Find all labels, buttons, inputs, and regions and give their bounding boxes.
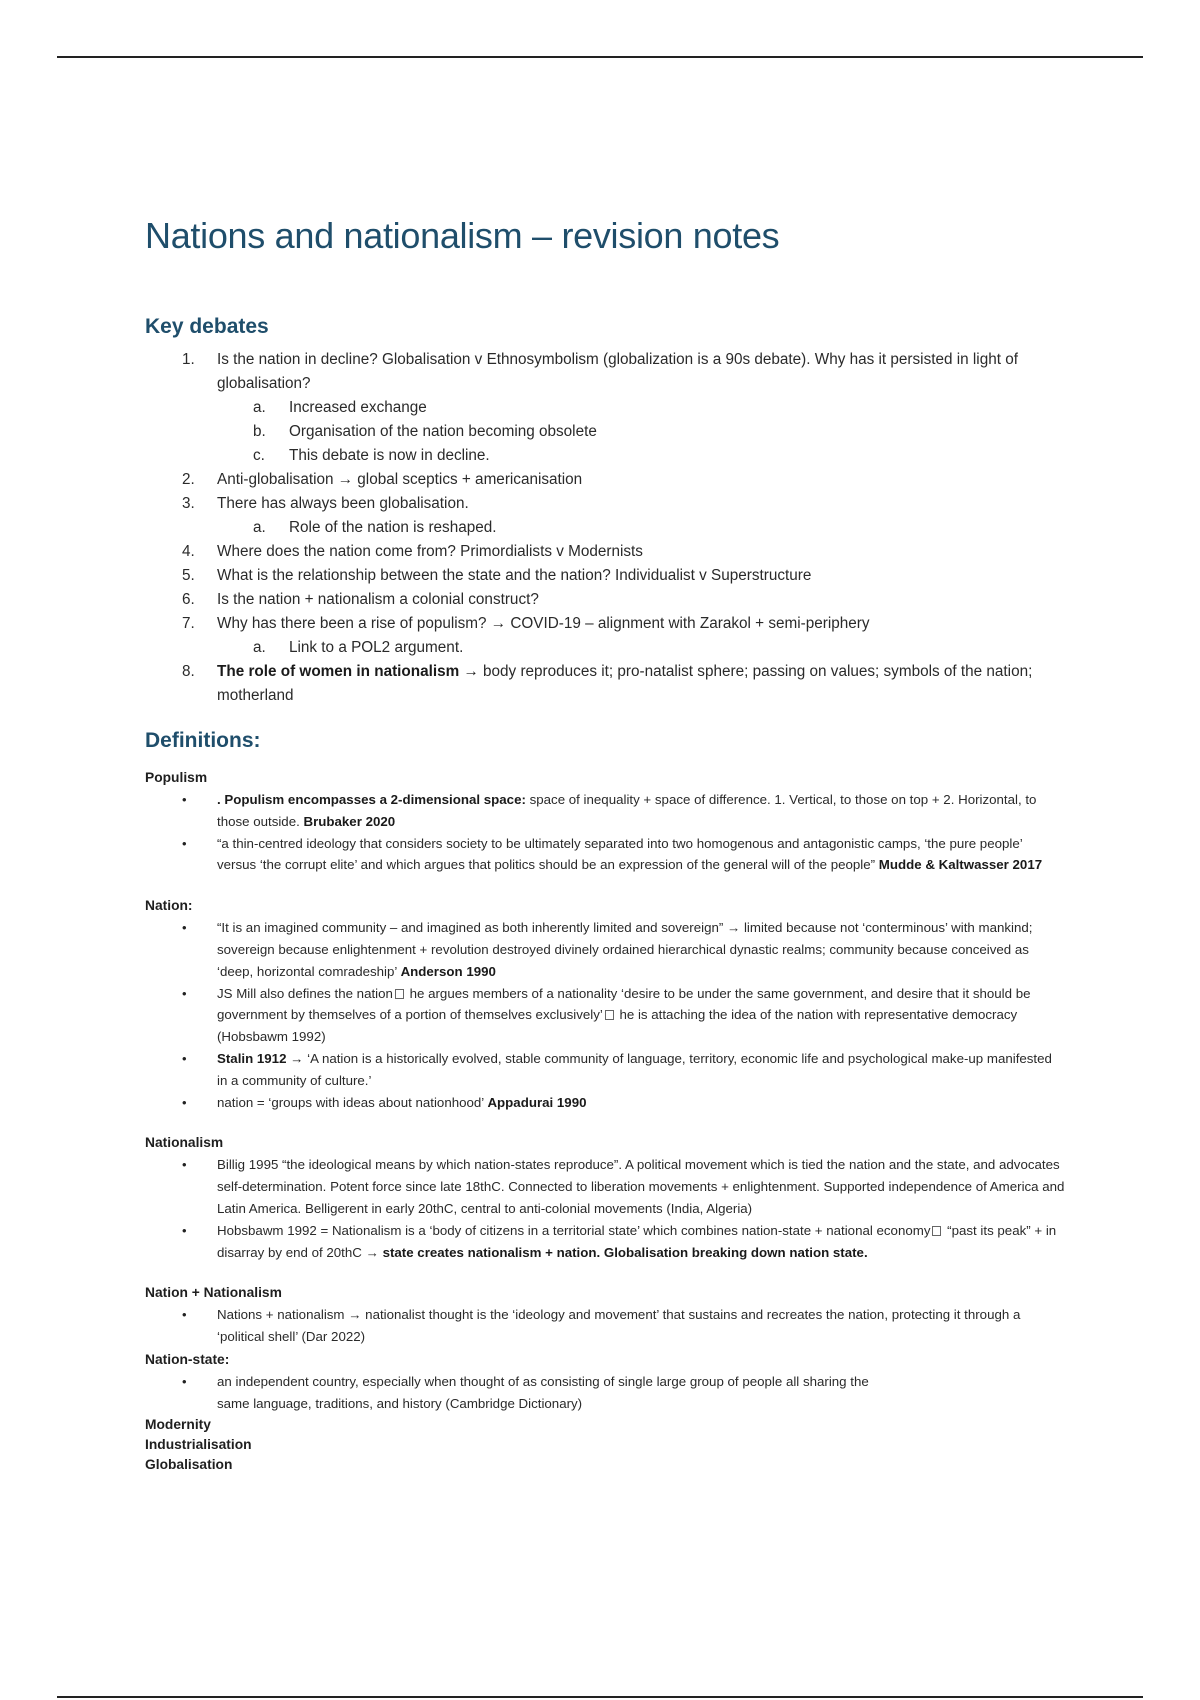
sub-list-item: a. Role of the nation is reshaped. <box>253 519 497 536</box>
populism-bullets <box>145 789 1065 876</box>
sub-list-item: b. Organisation of the nation becoming obsolete <box>253 423 597 440</box>
list-item: 7. Why has there been a rise of populism? → COVID-19 – alignment with Zarakol + semi-periphery a. Link to a POL2 argument. <box>145 612 1065 660</box>
term-nation-state: Nation-state: <box>145 1351 230 1367</box>
term-globalisation: Globalisation <box>145 1456 233 1472</box>
sub-list-item: a. Increased exchange <box>253 399 427 416</box>
footer-rule <box>57 1696 1143 1698</box>
definitions-heading: Definitions: <box>145 729 261 752</box>
term-nation: Nation: <box>145 898 193 914</box>
key-debates-list <box>145 348 1065 708</box>
list-item: • Nations + nationalism → nationalist thought is the ‘ideology and movement’ that sustains and recreates the nation, protecting it through a ‘political shell’ (Dar 2022) <box>145 1304 1065 1348</box>
missing-glyph-icon <box>395 989 404 999</box>
sub-list <box>217 636 1065 660</box>
list-item: • Hobsbawm 1992 = Nationalism is a ‘body of citizens in a territorial state’ which combines nation-state + national economy “past its peak” + in disarray by end of 20thC → state creates nationalism + nation. Globalisation breaking down nation state. <box>145 1220 1065 1264</box>
list-item: • an independent country, especially when thought of as consisting of single large group of people all sharing the same language, traditions, and history (Cambridge Dictionary) <box>145 1371 1065 1415</box>
sub-list <box>217 516 1065 540</box>
missing-glyph-icon <box>932 1226 941 1236</box>
list-item: 4. Where does the nation come from? Primordialists v Modernists <box>182 543 643 560</box>
list-item: • nation = ‘groups with ideas about nationhood’ Appadurai 1990 <box>145 1092 1065 1114</box>
nation-state-bullets <box>145 1371 1065 1415</box>
term-modernity: Modernity <box>145 1416 211 1432</box>
nationalism-bullets <box>145 1154 1065 1263</box>
list-item: • . Populism encompasses a 2-dimensional space: space of inequality + space of difference. 1. Vertical, to those on top + 2. Horizontal, to those outside. Brubaker 2020 <box>145 789 1065 833</box>
sub-list <box>217 396 1065 468</box>
nation-nationalism-bullets <box>145 1304 1065 1348</box>
document-body <box>145 212 1065 1475</box>
page-title: Nations and nationalism – revision notes <box>145 215 780 256</box>
term-industrialisation: Industrialisation <box>145 1436 252 1452</box>
list-item: 6. Is the nation + nationalism a colonial construct? <box>182 591 539 608</box>
list-item: 5. What is the relationship between the state and the nation? Individualist v Superstructure <box>182 567 812 584</box>
nation-bullets <box>145 917 1065 1113</box>
list-item: 8. The role of women in nationalism → body reproduces it; pro-natalist sphere; passing on values; symbols of the nation; motherland <box>182 663 1033 704</box>
list-item: • JS Mill also defines the nation he argues members of a nationality ‘desire to be under the same government, and desire that it should be government by themselves of a portion of themselves exclusively’ he is attaching the idea of the nation with representative democracy (Hobsbawm 1992) <box>145 983 1065 1048</box>
key-debates-heading: Key debates <box>145 315 269 338</box>
list-item: 2. Anti-globalisation → global sceptics + americanisation <box>182 471 583 488</box>
term-nation-nationalism: Nation + Nationalism <box>145 1285 282 1301</box>
term-populism: Populism <box>145 770 208 785</box>
list-item: • Stalin 1912 → ‘A nation is a historically evolved, stable community of language, territory, economic life and psychological make-up manifested in a community of culture.’ <box>145 1048 1065 1092</box>
header-rule <box>57 56 1143 58</box>
list-item: • “a thin-centred ideology that considers society to be ultimately separated into two homogenous and antagonistic camps, ‘the pure people’ versus ‘the corrupt elite’ and which argues that politics should be an expression of the general will of the people” Mudde & Kaltwasser 2017 <box>145 833 1065 877</box>
term-nationalism: Nationalism <box>145 1135 224 1151</box>
list-item: 1. Is the nation in decline? Globalisation v Ethnosymbolism (globalization is a 90s debate). Why has it persisted in light of globalisation? a. Increased exchange b. Organisation of the nation becoming obsolete c. This debate is now in decline. <box>145 348 1065 468</box>
sub-list-item: c. This debate is now in decline. <box>253 447 490 464</box>
list-item: • “It is an imagined community – and imagined as both inherently limited and sovereign” → limited because not ‘conterminous’ with mankind; sovereign because enlightenment + revolution destroyed divinely ordained hierarchical dynastic realms; community because conceived as ‘deep, horizontal comradeship’ Anderson 1990 <box>145 917 1065 982</box>
sub-list-item: a. Link to a POL2 argument. <box>253 639 464 656</box>
list-item: • Billig 1995 “the ideological means by which nation-states reproduce”. A political movement which is tied the nation and the state, and advocates self-determination. Potent force since late 18thC. Connected to liberation movements + enlightenment. Supported independence of America and Latin America. Belligerent in early 20thC, central to anti-colonial movements (India, Algeria) <box>145 1154 1065 1219</box>
missing-glyph-icon <box>605 1010 614 1020</box>
list-item: 3. There has always been globalisation. a. Role of the nation is reshaped. <box>145 492 1065 540</box>
